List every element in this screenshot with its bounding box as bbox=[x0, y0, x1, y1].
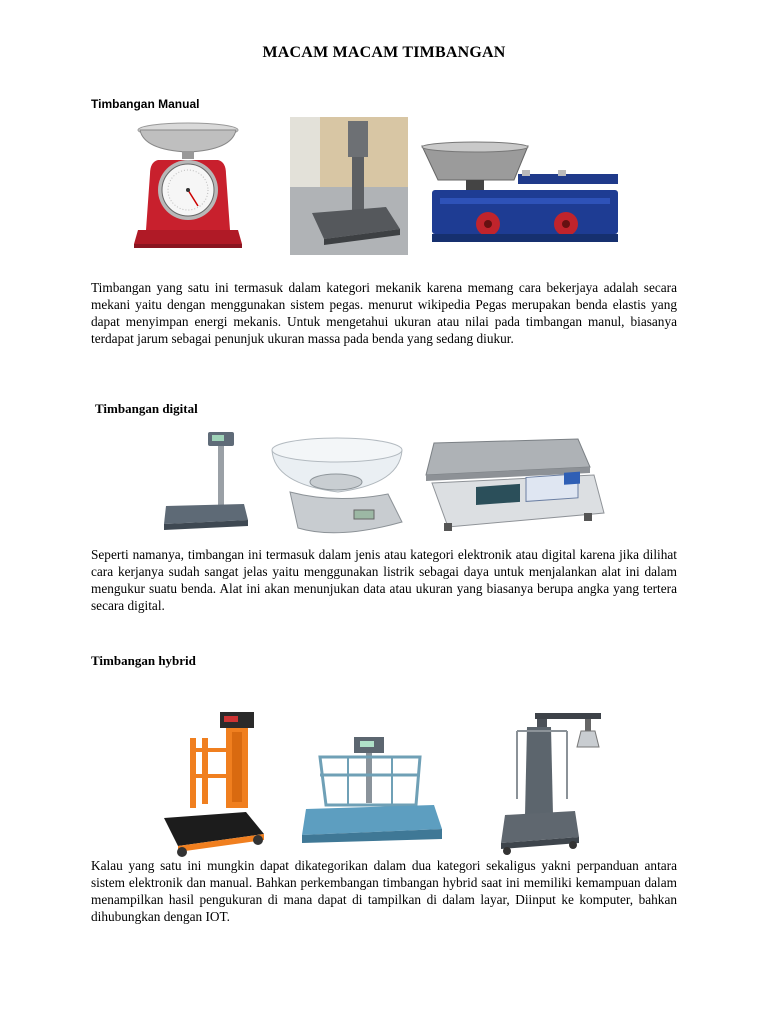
paragraph-timbangan-digital: Seperti namanya, timbangan ini termasuk dalam jenis atau kategori elektronik atau digital karena jika dilihat cara kerjanya sudah sangat jelas yaitu menggunakan listrik sebagai daya untuk menjalankan alat ini dalam mengukur suatu benda. Alat ini akan menunjukan data atau ukuran yang biasanya berupa angka yang tertera secara digital. bbox=[91, 547, 677, 613]
document-title: MACAM MACAM TIMBANGAN bbox=[262, 44, 506, 61]
orange-hybrid-scale-image bbox=[160, 710, 268, 860]
blue-rail-hybrid-scale-image bbox=[300, 735, 446, 847]
paragraph-timbangan-manual: Timbangan yang satu ini termasuk dalam kategori mekanik karena memang cara bekerjaya adalah secara mekani yaitu dengan menggunakan sistem pegas. menurut wikipedia Pegas merupakan benda elastis yang dapat menyimpan energi mekanis. Untuk mengetahui ukuran atau nilai pada timbangan manul, biasanya terdapat jarum sebagai penunjuk ukuran massa pada benda yang sedang diukur. bbox=[91, 280, 677, 346]
heading-timbangan-hybrid: Timbangan hybrid bbox=[91, 653, 196, 668]
industrial-mechanical-scale-image bbox=[418, 140, 622, 246]
heading-timbangan-manual: Timbangan Manual bbox=[91, 97, 200, 111]
paragraph-timbangan-hybrid: Kalau yang satu ini mungkin dapat dikategorikan dalam dua kategori sekaligus yakni perpanduan antara sistem elektronik dan manual. Bahkan perkembangan timbangan hybrid saat ini memiliki kemampuan dalam menampilkan hasil pengukuran di mana dapat di tampilkan di dalam layar, Diinput ke komputer, bahkan dihubungkan dengan IOT. bbox=[91, 858, 677, 924]
column-beam-hybrid-scale-image bbox=[497, 711, 607, 857]
digital-price-computing-scale-image bbox=[418, 437, 608, 533]
digital-kitchen-bowl-scale-image bbox=[268, 434, 406, 542]
digital-platform-scale-image bbox=[162, 428, 250, 534]
heading-timbangan-digital: Timbangan digital bbox=[95, 401, 198, 416]
platform-floor-scale-image bbox=[290, 117, 408, 255]
kitchen-dial-scale-image bbox=[134, 118, 274, 258]
